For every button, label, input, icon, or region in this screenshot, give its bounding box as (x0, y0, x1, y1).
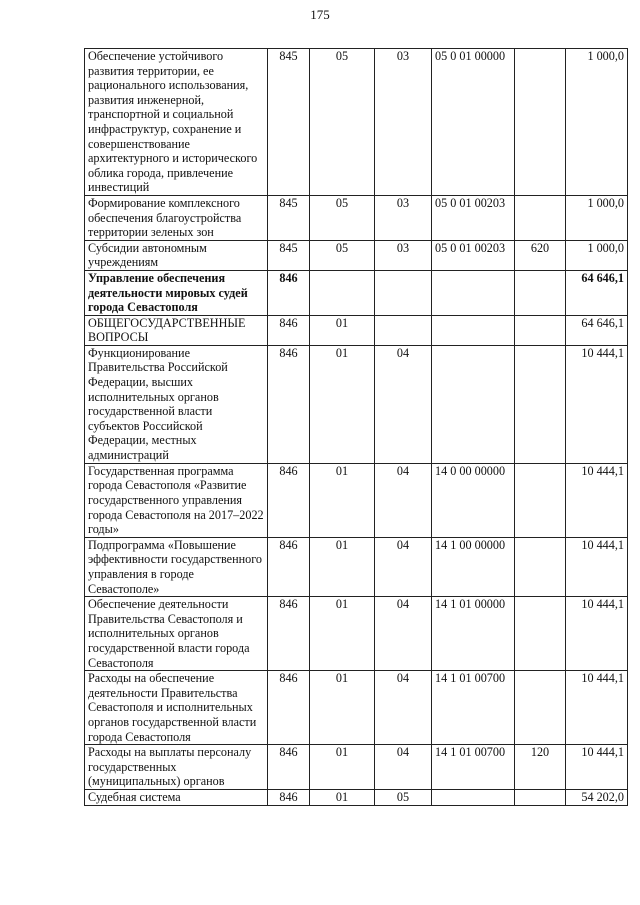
cell-name: Подпрограмма «Повышение эффективности государственного управления в городе Севастополе» (85, 537, 268, 596)
table-row (85, 671, 628, 745)
cell-section: 01 (310, 745, 375, 790)
cell-subsection: 04 (375, 345, 432, 463)
cell-section: 01 (310, 315, 375, 345)
cell-department-code: 846 (268, 270, 310, 315)
cell-department-code: 845 (268, 195, 310, 240)
cell-department-code: 846 (268, 790, 310, 806)
cell-department-code: 846 (268, 315, 310, 345)
cell-section: 01 (310, 790, 375, 806)
cell-target-article (432, 345, 515, 463)
cell-expense-type (515, 671, 566, 745)
cell-expense-type (515, 790, 566, 806)
cell-expense-type (515, 597, 566, 671)
cell-target-article: 05 0 01 00203 (432, 195, 515, 240)
cell-section: 05 (310, 49, 375, 196)
cell-subsection: 04 (375, 597, 432, 671)
cell-expense-type: 620 (515, 240, 566, 270)
table-row (85, 270, 628, 315)
cell-amount: 1 000,0 (566, 195, 628, 240)
cell-department-code: 845 (268, 49, 310, 196)
cell-name: Государственная программа города Севастополя «Развитие государственного управления города Севастополя на 2017–2022 годы» (85, 463, 268, 537)
cell-department-code: 846 (268, 537, 310, 596)
cell-department-code: 846 (268, 671, 310, 745)
cell-amount: 10 444,1 (566, 671, 628, 745)
cell-target-article: 05 0 01 00203 (432, 240, 515, 270)
cell-amount: 64 646,1 (566, 315, 628, 345)
cell-section: 01 (310, 463, 375, 537)
cell-expense-type (515, 315, 566, 345)
cell-department-code: 846 (268, 597, 310, 671)
table-row (85, 315, 628, 345)
cell-section: 05 (310, 240, 375, 270)
cell-name: Судебная система (85, 790, 268, 806)
cell-target-article: 14 0 00 00000 (432, 463, 515, 537)
cell-section (310, 270, 375, 315)
cell-section: 05 (310, 195, 375, 240)
cell-subsection: 03 (375, 195, 432, 240)
cell-target-article (432, 315, 515, 345)
table-row (85, 240, 628, 270)
cell-target-article (432, 270, 515, 315)
cell-subsection: 04 (375, 537, 432, 596)
cell-department-code: 845 (268, 240, 310, 270)
cell-name: Обеспечение устойчивого развития территории, ее рационального использования, развития инженерной, транспортной и социальной инфраструктур, сохранение и совершенствование архитектурного и исторического облика города, привлечение инвестиций (85, 49, 268, 196)
cell-amount: 10 444,1 (566, 745, 628, 790)
table-row (85, 790, 628, 806)
budget-table (84, 48, 628, 806)
cell-subsection: 04 (375, 671, 432, 745)
cell-amount: 10 444,1 (566, 537, 628, 596)
cell-amount: 10 444,1 (566, 597, 628, 671)
cell-department-code: 846 (268, 463, 310, 537)
table-row (85, 745, 628, 790)
cell-subsection: 03 (375, 240, 432, 270)
cell-amount: 54 202,0 (566, 790, 628, 806)
table-row (85, 345, 628, 463)
page-number: 175 (310, 7, 330, 22)
cell-target-article: 14 1 01 00700 (432, 745, 515, 790)
cell-expense-type: 120 (515, 745, 566, 790)
cell-name: Управление обеспечения деятельности мировых судей города Севастополя (85, 270, 268, 315)
cell-target-article: 14 1 01 00700 (432, 671, 515, 745)
cell-expense-type (515, 49, 566, 196)
table-row (85, 49, 628, 196)
cell-department-code: 846 (268, 745, 310, 790)
cell-amount: 1 000,0 (566, 49, 628, 196)
cell-section: 01 (310, 345, 375, 463)
cell-subsection (375, 315, 432, 345)
cell-name: Расходы на выплаты персоналу государственных (муниципальных) органов (85, 745, 268, 790)
cell-amount: 1 000,0 (566, 240, 628, 270)
cell-amount: 10 444,1 (566, 345, 628, 463)
cell-expense-type (515, 463, 566, 537)
cell-subsection: 04 (375, 463, 432, 537)
cell-subsection (375, 270, 432, 315)
budget-table-body (85, 49, 628, 806)
cell-department-code: 846 (268, 345, 310, 463)
cell-section: 01 (310, 537, 375, 596)
cell-section: 01 (310, 671, 375, 745)
cell-section: 01 (310, 597, 375, 671)
cell-expense-type (515, 345, 566, 463)
cell-expense-type (515, 195, 566, 240)
cell-name: Расходы на обеспечение деятельности Правительства Севастополя и исполнительных органов государственной власти города Севастополя (85, 671, 268, 745)
cell-name: Обеспечение деятельности Правительства Севастополя и исполнительных органов государственной власти города Севастополя (85, 597, 268, 671)
cell-expense-type (515, 270, 566, 315)
table-row (85, 463, 628, 537)
cell-amount: 10 444,1 (566, 463, 628, 537)
cell-target-article: 14 1 00 00000 (432, 537, 515, 596)
cell-name: Формирование комплексного обеспечения благоустройства территории зеленых зон (85, 195, 268, 240)
table-row (85, 597, 628, 671)
cell-subsection: 04 (375, 745, 432, 790)
cell-subsection: 05 (375, 790, 432, 806)
cell-name: ОБЩЕГОСУДАРСТВЕННЫЕ ВОПРОСЫ (85, 315, 268, 345)
cell-name: Функционирование Правительства Российской Федерации, высших исполнительных органов государственной власти субъектов Российской Федерации, местных администраций (85, 345, 268, 463)
cell-target-article (432, 790, 515, 806)
cell-name: Субсидии автономным учреждениям (85, 240, 268, 270)
cell-expense-type (515, 537, 566, 596)
cell-subsection: 03 (375, 49, 432, 196)
table-row (85, 537, 628, 596)
cell-target-article: 14 1 01 00000 (432, 597, 515, 671)
table-row (85, 195, 628, 240)
cell-amount: 64 646,1 (566, 270, 628, 315)
cell-target-article: 05 0 01 00000 (432, 49, 515, 196)
